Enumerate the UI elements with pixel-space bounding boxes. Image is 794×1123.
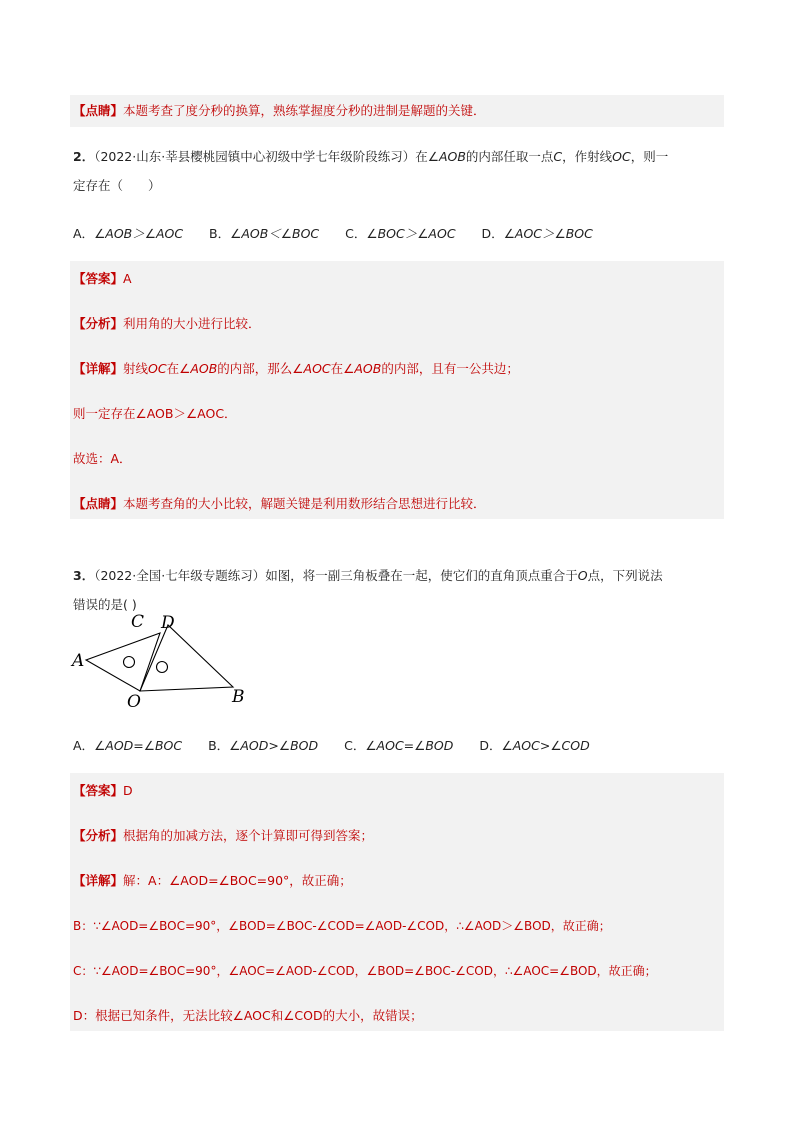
q2-analysis-row [70,308,724,340]
detail-text: C：∵∠AOD=∠BOC=90°，∠AOC=∠AOD-∠COD，∠BOD=∠BOC-∠COD，∴∠AOC=∠BOD，故正确； [73,964,657,978]
analysis-text: 根据角的加减方法，逐个计算即可得到答案； [123,828,374,843]
label-a: A [72,651,85,671]
dianjing-tag: 【点睛】 [73,496,124,511]
q2-stem-text: ，作射线 [562,149,613,164]
label-c: C [131,612,145,632]
q2-number: 2． [73,149,95,164]
q2-stem-var: OC [612,149,631,164]
q3-option-a[interactable]: A．∠AOD=∠BOC [73,738,183,753]
q2-option-c[interactable]: C．∠BOC＞∠AOC [345,226,456,241]
dianjing-text: 本题考查了度分秒的换算，熟练掌握度分秒的进制是解题的关键． [123,103,486,118]
dianjing-tag: 【点睛】 [73,103,124,118]
answer-tag: 【答案】 [73,271,124,286]
q2-option-a[interactable]: A．∠AOB＞∠AOC [73,226,184,241]
q3-answer-row [70,775,724,807]
label-o: O [127,692,141,712]
dianjing-text: 本题考查角的大小比较，解题关键是利用数形结合思想进行比较． [123,496,486,511]
answer-value: A [123,271,132,286]
q3-stem-text: 如图，将一副三角板叠在一起，使它们的直角顶点重合于 [265,568,578,583]
detail-text: B：∵∠AOD=∠BOC=90°，∠BOD=∠BOC-∠COD=∠AOD-∠COD，∴∠AOD＞∠BOD，故正确； [73,919,611,933]
q2-source: （2022·山东·莘县樱桃园镇中心初级中学七年级阶段练习） [94,149,416,164]
q3-detail-d-row [70,1000,724,1032]
conclusion-text: 则一定存在∠AOB＞∠AOC． [73,406,237,421]
q3-source: （2022·全国·七年级专题练习） [94,568,266,583]
triangle-figure [68,608,258,714]
q2-stem-line2: 定存在（ ） [73,178,161,193]
q3-analysis-row [70,820,724,852]
q3-option-c[interactable]: C．∠AOC=∠BOD [344,738,454,753]
q1-dianjing-row [70,95,724,127]
q3-options [73,736,723,754]
choose-text: 故选：A． [73,451,132,466]
q2-conclusion-row [70,398,724,430]
label-d: D [161,613,175,633]
q2-stem-text: 的内部任取一点 [465,149,554,164]
q3-detail-c-row [70,955,724,987]
q3-stem-text: 点，下列说法 [587,568,663,583]
q2-stem-text: 在∠ [415,149,439,164]
q2-detail-row: 【详解】射线OC在∠AOB的内部，那么∠AOC在∠AOB的内部，且有一公共边； [73,361,519,376]
analysis-text: 利用角的大小进行比较． [123,316,261,331]
analysis-tag: 【分析】 [73,316,124,331]
detail-text: D：根据已知条件，无法比较∠AOC和∠COD的大小，故错误； [73,1008,423,1023]
answer-tag: 【答案】 [73,783,124,798]
right-angle-mark-2 [157,662,168,673]
q2-stem-text: ，则一 [630,149,669,164]
q2-stem-var: C [553,149,563,164]
q2-option-d[interactable]: D．∠AOC＞∠BOC [481,226,593,241]
q2-stem [73,145,723,198]
right-angle-mark-1 [124,657,135,668]
q3-detail-b-row [70,910,724,942]
q3-number: 3． [73,568,95,583]
q2-stem-var: AOB [438,149,466,164]
analysis-tag: 【分析】 [73,828,124,843]
detail-tag: 【详解】 [73,873,124,888]
detail-text: 解：A：∠AOD=∠BOC=90°，故正确； [123,873,352,888]
q2-dianjing-row [70,488,724,520]
label-b: B [232,687,245,707]
q3-option-d[interactable]: D．∠AOC>∠COD [479,738,590,753]
detail-tag: 【详解】 [73,361,124,376]
q3-stem-var: O [577,568,588,583]
answer-value: D [123,783,133,798]
q2-option-b[interactable]: B．∠AOB＜∠BOC [209,226,320,241]
q3-option-b[interactable]: B．∠AOD>∠BOD [208,738,319,753]
q2-choose-row [70,443,724,475]
q3-stem-line2: 错误的是( ) [73,597,137,612]
q3-detail-row [70,865,724,897]
q3-solution-bg [70,773,724,1031]
q2-options [73,224,723,242]
q2-answer-row [70,263,724,295]
q2-solution-bg [70,261,724,519]
